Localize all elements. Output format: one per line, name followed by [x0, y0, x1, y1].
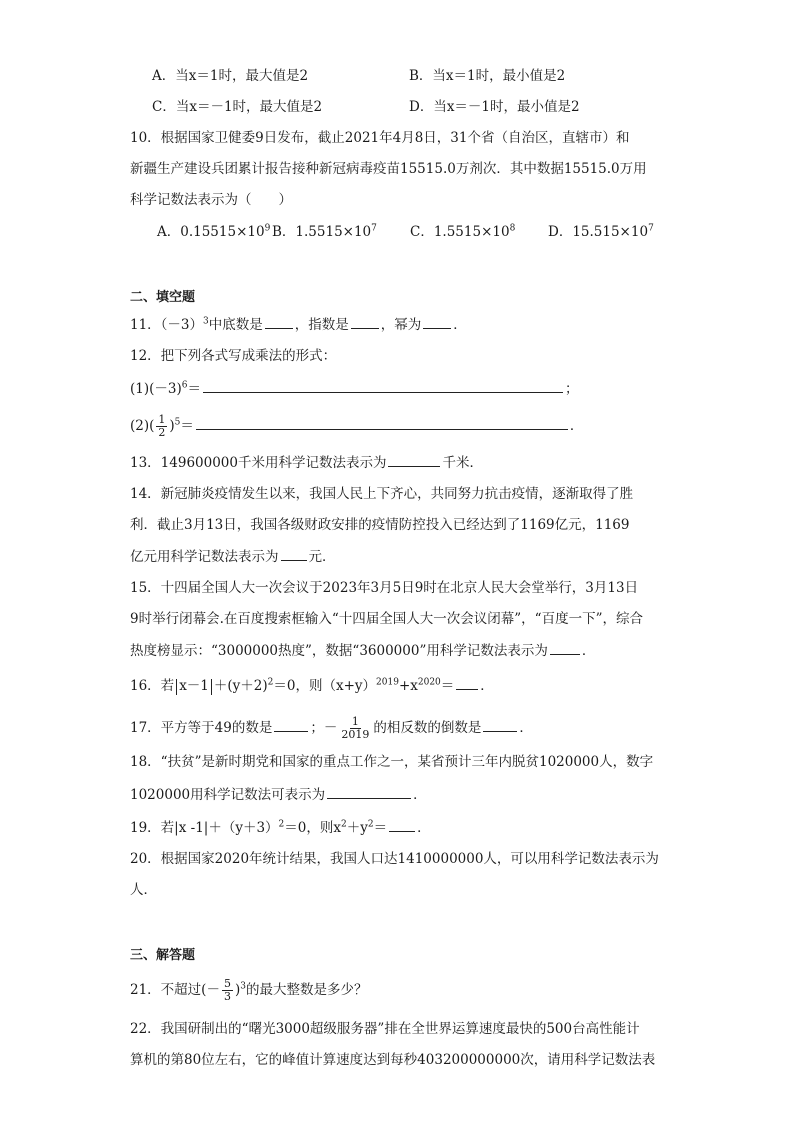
q12-blank-2[interactable] [196, 415, 568, 430]
q14-blank[interactable] [281, 546, 307, 561]
q10-line-2: 新疆生产建设兵团累计报告接种新冠病毒疫苗15515.0万剂次．其中数据15515.0万用 [130, 161, 647, 177]
q14-line-3: 亿元用科学记数法表示为 元． [130, 546, 336, 567]
fraction-5-over-3: $\frac{5}{3}$ [223, 977, 231, 1003]
section-title-fill-in: 二、填空题 [130, 290, 196, 305]
q15-line-1: 15．十四届全国人大一次会议于2023年3月5日9时在北京人民大会堂举行，3月13日 [130, 580, 639, 596]
q20-line-1: 20．根据国家2020年统计结果，我国人口达1410000000人，可以用科学记数法表示为 [130, 851, 659, 867]
q19-blank[interactable] [389, 817, 415, 832]
q9-option-c: C．当x＝－1时，最大值是2 [152, 99, 323, 115]
section-title-solve: 三、解答题 [130, 948, 196, 963]
q12-blank-1[interactable] [203, 378, 563, 393]
q15-line-2: 9时举行闭幕会.在百度搜索框输入“十四届全国人大一次会议闭幕”，“百度一下”，综合 [130, 611, 643, 627]
q18-line-2: 1020000用科学记数法可表示为 ． [130, 784, 427, 805]
q16: 16．若 $x-1 +(y+2)^2=0$，则$(x+y)^{2019}+x^{2020}=$ ． [130, 675, 494, 696]
q12-part-1: $(1)(-3)^6=$ ； [130, 378, 578, 399]
q9-option-b: B．当x＝1时，最小值是2 [409, 68, 566, 84]
q19: 19．若|x $-1|+(y+3)^2=0$，则$x^2+y^2=$ ． [130, 817, 431, 838]
q11-blank-exponent[interactable] [351, 314, 379, 329]
q18-line-1: 18．“扶贫”是新时期党和国家的重点工作之一，某省预计三年内脱贫1020000人，数字 [130, 754, 654, 770]
q12-part-2: (2)( $\frac{1}{2}$ )$^5$＝ ． [130, 413, 584, 439]
q9-option-d: D．当x＝－1时，最小值是2 [409, 99, 580, 115]
q12-title: 12．把下列各式写成乘法的形式： [130, 348, 337, 364]
fraction-1-over-2019: $\frac{1}{2019}$ [341, 715, 370, 741]
q16-blank[interactable] [456, 675, 478, 690]
q18-blank[interactable] [327, 784, 411, 799]
q11: 11．$(-3)^3$中底数是 ，指数是 ，幂为 ． [130, 314, 467, 335]
fraction-one-half: $\frac{1}{2}$ [158, 413, 166, 439]
q14-line-1: 14．新冠肺炎疫情发生以来，我国人民上下齐心，共同努力抗击疫情，逐渐取得了胜 [130, 486, 634, 502]
q15-line-3: 热度榜显示：“3000000热度”，数据“3600000”用科学记数法表示为 ． [130, 640, 595, 661]
q11-blank-base[interactable] [265, 314, 293, 329]
q17: 17．平方等于49的数是 ；－ $\frac{1}{2019}$ 的相反数的倒数是 ． [130, 715, 533, 741]
q13-blank[interactable] [388, 452, 440, 467]
q22-line-2: 算机的第80位左右，它的峰值计算速度达到每秒403200000000次，请用科学记数法表 [130, 1052, 656, 1068]
q14-line-2: 利．截止3月13日，我国各级财政安排的疫情防控投入已经达到了1169亿元，1169 [130, 517, 630, 533]
q10-line-3: 科学记数法表示为（ ） [130, 192, 292, 208]
q15-blank[interactable] [550, 640, 580, 655]
q10-option-b: B．$1.5515\times 10^7$ [272, 223, 377, 240]
q10-option-c: C．$1.5515\times 10^8$ [410, 223, 516, 240]
q22-line-1: 22．我国研制出的“曙光3000超级服务器”排在全世界运算速度最快的500台高性能计 [130, 1021, 640, 1037]
q17-blank-1[interactable] [274, 717, 308, 732]
q13: 13．149600000千米用科学记数法表示为 千米． [130, 452, 483, 473]
q10-line-1: 10．根据国家卫健委9日发布，截止2021年4月8日，31个省（自治区，直辖市）和 [130, 130, 630, 146]
q17-blank-2[interactable] [483, 717, 517, 732]
q9-option-a: A．当x＝1时，最大值是2 [152, 68, 309, 84]
q11-blank-power[interactable] [423, 314, 451, 329]
q10-option-d: D．$15.515\times 10^7$ [548, 223, 654, 240]
q10-option-a: A．$0.15515\times 10^9$ [157, 223, 271, 240]
q20-line-2: 人． [130, 882, 157, 898]
q21: 21．不超过(－ $\frac{5}{3}$ )$^3$的最大整数是多少？ [130, 977, 368, 1003]
